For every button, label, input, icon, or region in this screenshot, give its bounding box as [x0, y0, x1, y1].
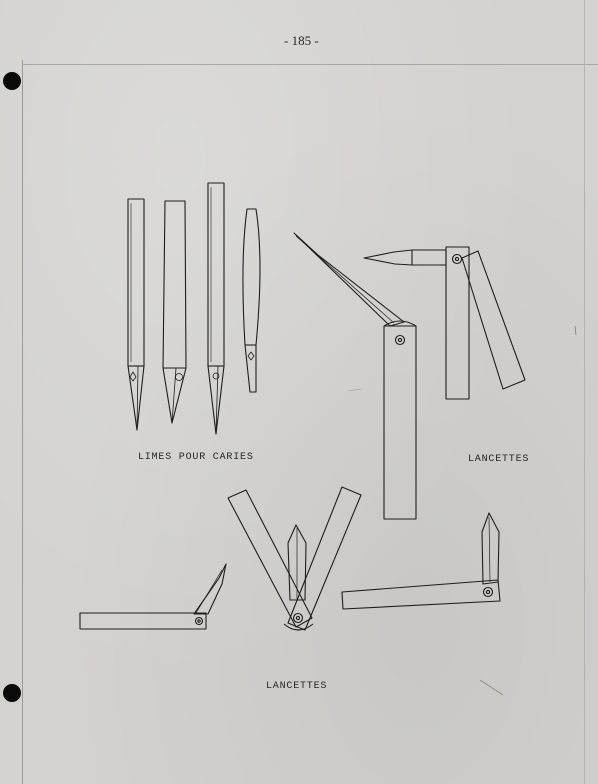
caption-lancettes-right: LANCETTES: [468, 454, 530, 465]
lancet-long-illustration: [342, 513, 500, 609]
file-1-illustration: [128, 199, 144, 430]
lancet-tall-illustration: [294, 233, 416, 519]
caption-limes-pour-caries: LIMES POUR CARIES: [138, 452, 254, 463]
file-4-illustration: [243, 209, 260, 392]
lancet-v-illustration: [228, 487, 361, 630]
file-2-illustration: [163, 201, 186, 423]
caption-lancettes-bottom: LANCETTES: [266, 681, 328, 692]
lancet-open-illustration: [364, 247, 525, 399]
page-number: - 185 -: [284, 33, 319, 48]
file-3-illustration: [208, 183, 224, 434]
lancet-small-illustration: [80, 564, 226, 629]
